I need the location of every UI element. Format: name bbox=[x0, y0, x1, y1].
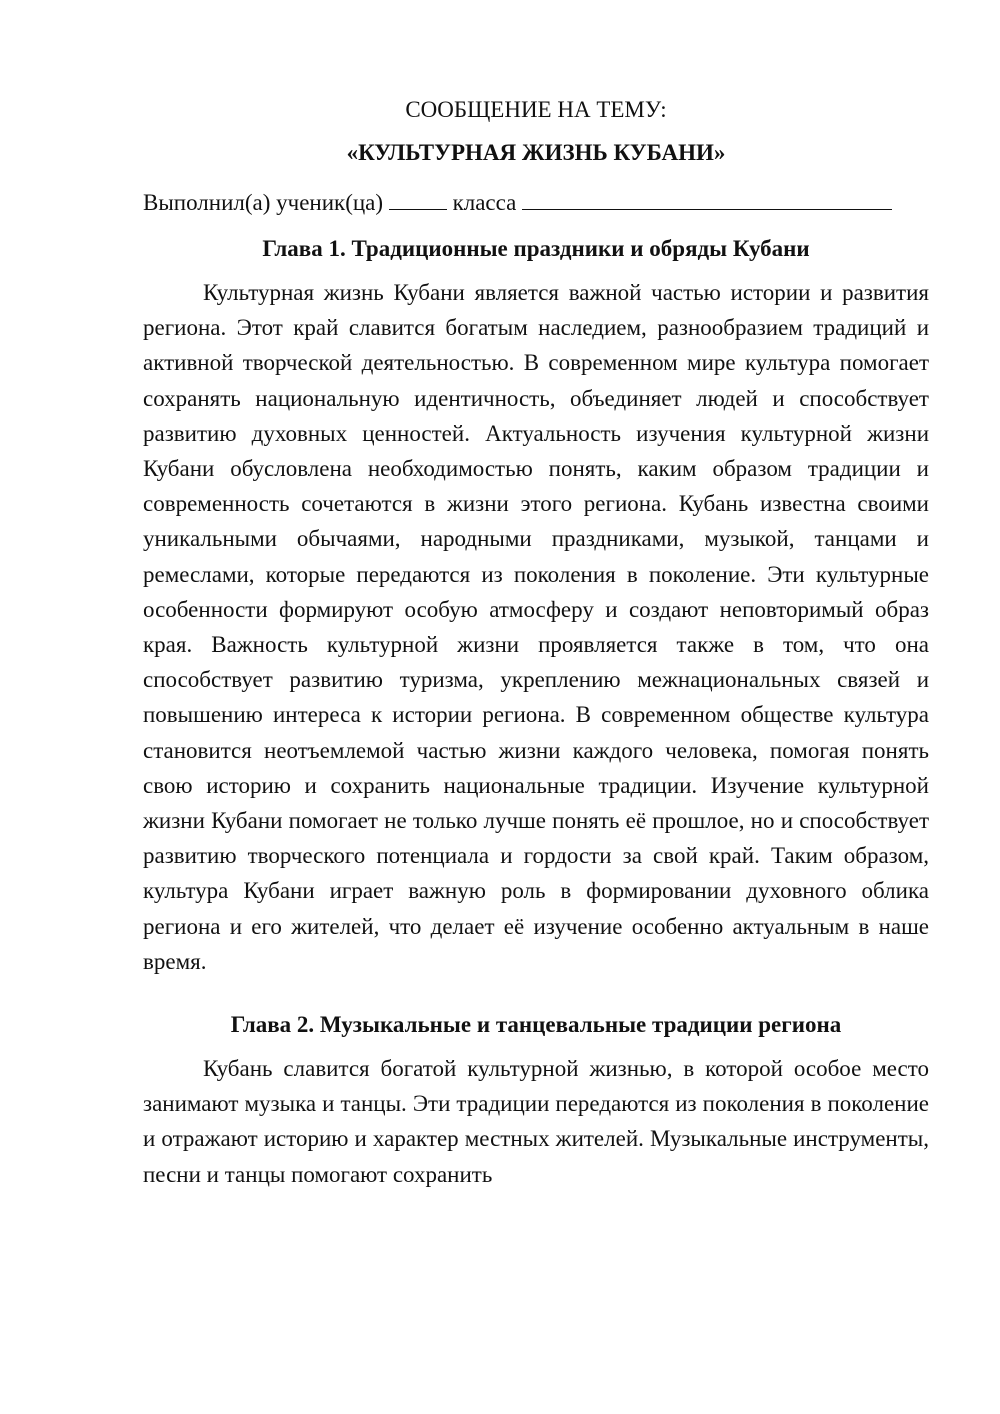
author-line bbox=[143, 185, 929, 221]
document-title-line-2: «КУЛЬТУРНАЯ ЖИЗНЬ КУБАНИ» bbox=[346, 140, 726, 165]
document-title-line-1: СООБЩЕНИЕ НА ТЕМУ: bbox=[405, 97, 667, 122]
document-content bbox=[143, 92, 929, 1192]
chapter-1-heading: Глава 1. Традиционные праздники и обряды Кубани bbox=[262, 236, 810, 261]
author-class-word: класса bbox=[452, 190, 517, 215]
student-name-blank bbox=[522, 191, 892, 210]
chapter-1-paragraph: Культурная жизнь Кубани является важной частью истории и развития региона. Этот край славится богатым наследием, разнообразием традиций и активной творческой деятельностью. В современном мире культура помогает сохранять национальную идентичность, объединяет людей и способствует развитию духовных ценностей. Актуальность изучения культурной жизни Кубани обусловлена необходимостью понять, каким образом традиции и современность сочетаются в жизни этого региона. Кубань известна своими уникальными обычаями, народными праздниками, музыкой, танцами и ремеслами, которые передаются из поколения в поколение. Эти культурные особенности формируют особую атмосферу и создают неповторимый образ края. Важность культурной жизни проявляется также в том, что она способствует развитию туризма, укреплению межнациональных связей и повышению интереса к истории региона. В современном обществе культура становится неотъемлемой частью жизни каждого человека, помогая понять свою историю и сохранить национальные традиции. Изучение культурной жизни Кубани помогает не только лучше понять её прошлое, но и способствует развитию творческого потенциала и гордости за свой край. Таким образом, культура Кубани играет важную роль в формировании духовного облика региона и его жителей, что делает её изучение особенно актуальным в наше время. bbox=[143, 280, 929, 974]
author-prefix: Выполнил(а) ученик(ца) bbox=[143, 190, 384, 215]
chapter-2-heading: Глава 2. Музыкальные и танцевальные традиции региона bbox=[230, 1012, 842, 1038]
chapter-2-paragraph: Кубань славится богатой культурной жизнью, в которой особое место занимают музыка и танцы. Эти традиции передаются из поколения в поколение и отражают историю и характер местных жителей. Музыкальные инструменты, песни и танцы помогают сохранить bbox=[143, 1056, 929, 1187]
class-number-blank bbox=[389, 191, 447, 210]
